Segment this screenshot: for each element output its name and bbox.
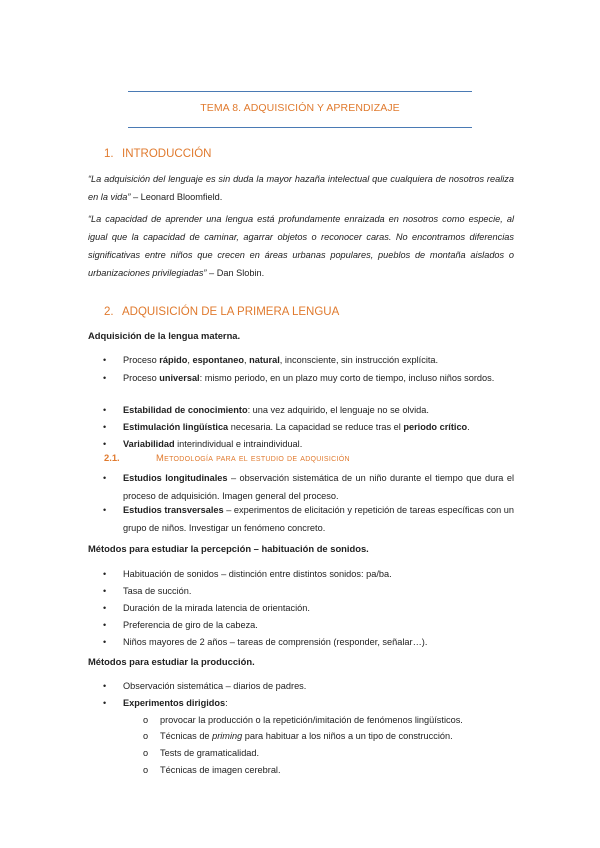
bullet: • [103, 637, 107, 647]
list-item [103, 600, 514, 618]
list-item [103, 370, 514, 388]
text: , [187, 355, 193, 365]
section-2-1-number: 2.1. [104, 452, 120, 463]
text-bold: periodo crítico [403, 422, 468, 432]
text: Duración de la mirada latencia de orientación. [123, 603, 310, 613]
list-item [103, 617, 514, 635]
quote-bloomfield-author: – Leonard Bloomfield. [130, 192, 223, 202]
title-rule-bottom [128, 127, 472, 128]
text: – observación sistemática de un niño durante el tiempo que dura el proceso de adquisición. Imagen general del proceso. [123, 473, 514, 501]
circle-bullet: o [143, 748, 149, 758]
list-item [103, 419, 514, 437]
text-bold: Estimulación lingüística [123, 422, 229, 432]
bullet: • [103, 681, 107, 691]
list-item [103, 678, 514, 696]
section-2-number: 2. [104, 306, 114, 318]
sub-list-item [143, 745, 259, 763]
text: Técnicas de imagen cerebral. [160, 765, 281, 775]
text: provocar la producción o la repetición/imitación de fenómenos lingüísticos. [160, 715, 463, 725]
quote-slobin [88, 210, 514, 282]
list-item [103, 352, 514, 370]
text: Preferencia de giro de la cabeza. [123, 620, 258, 630]
text: Proceso [123, 373, 160, 383]
text: Niños mayores de 2 años – tareas de comprensión (responder, señalar…). [123, 637, 428, 647]
text-bold: Variabilidad [123, 439, 175, 449]
page-title: TEMA 8. ADQUISICIÓN Y APRENDIZAJE [200, 102, 400, 114]
list-item [103, 634, 514, 652]
text-bold: Experimentos dirigidos [123, 698, 226, 708]
text: Técnicas de [160, 731, 213, 741]
subheading-lengua-materna: Adquisición de la lengua materna. [88, 330, 241, 341]
text: Tests de gramaticalidad. [160, 748, 260, 758]
text: : una vez adquirido, el lenguaje no se olvida. [247, 405, 429, 415]
text-bold: natural [249, 355, 280, 365]
quote-slobin-text: “La capacidad de aprender una lengua está profundamente enraizada en nosotros como especie, al igual que la capacidad de caminar, agarrar objetos o reconocer caras. No encontramos diferencias significativas entre niños que crecen en áreas urbanas populares, pueblos de montaña aislados o urbanizaciones privilegiadas” [88, 214, 514, 278]
list-item [103, 470, 514, 505]
text: . [467, 422, 470, 432]
quote-slobin-author: – Dan Slobin. [206, 268, 265, 278]
bullet: • [103, 405, 107, 415]
section-1-title: INTRODUCCIÓN [122, 148, 212, 160]
text: , inconsciente, sin instrucción explícita. [279, 355, 439, 365]
title-rule-top [128, 91, 472, 92]
circle-bullet: o [143, 715, 149, 725]
subheading-produccion: Métodos para estudiar la producción. [88, 656, 255, 667]
section-2-heading [104, 306, 339, 318]
section-2-1-title: Metodología para el estudio de adquisición [156, 452, 350, 463]
bullet: • [103, 355, 107, 365]
bullet: • [103, 586, 107, 596]
text: , [244, 355, 250, 365]
bullet: • [103, 422, 107, 432]
bullet: • [103, 620, 107, 630]
text-bold: Estudios transversales [123, 505, 224, 515]
text: Observación sistemática – diarios de padres. [123, 681, 307, 691]
text: interindividual e intraindividual. [174, 439, 303, 449]
sub-list-item [143, 762, 281, 780]
bullet: • [103, 473, 107, 483]
text-italic: priming [212, 731, 243, 741]
bullet: • [103, 439, 107, 449]
list-item [103, 583, 514, 601]
text: Habituación de sonidos – distinción entre distintos sonidos: pa/ba. [123, 569, 392, 579]
bullet: • [103, 373, 107, 383]
text: necesaria. La capacidad se reduce tras el [228, 422, 404, 432]
list-item [103, 566, 514, 584]
list-item [103, 695, 514, 713]
text-bold: Estabilidad de conocimiento [123, 405, 248, 415]
text-bold: rápido [159, 355, 188, 365]
text: para habituar a los niños a un tipo de construcción. [242, 731, 453, 741]
sub-list-item [143, 712, 463, 730]
text-bold: Estudios longitudinales [123, 473, 228, 483]
section-1-number: 1. [104, 148, 114, 160]
text: Tasa de succión. [123, 586, 192, 596]
bullet: • [103, 505, 107, 515]
text: : [225, 698, 228, 708]
sub-list-item [143, 728, 453, 746]
section-2-title: ADQUISICIÓN DE LA PRIMERA LENGUA [122, 306, 340, 318]
quote-bloomfield [88, 170, 514, 206]
circle-bullet: o [143, 765, 149, 775]
section-1-heading [104, 148, 211, 160]
bullet: • [103, 603, 107, 613]
section-2-1-heading [104, 452, 350, 463]
text: : mismo periodo, en un plazo muy corto de tiempo, incluso niños sordos. [199, 373, 495, 383]
text: – experimentos de elicitación y repetición de tareas específicas con un grupo de niños. Investigar un fenómeno concreto. [123, 505, 514, 533]
list-item [103, 402, 514, 420]
list-item [103, 436, 514, 454]
list-item [103, 502, 514, 537]
text: Proceso [123, 355, 160, 365]
subheading-percepcion: Métodos para estudiar la percepción – habituación de sonidos. [88, 543, 369, 554]
quote-bloomfield-text: “La adquisición del lenguaje es sin duda la mayor hazaña intelectual que cualquiera de nosotros realiza en la vida” [88, 174, 514, 202]
text-bold: universal [159, 373, 200, 383]
bullet: • [103, 569, 107, 579]
circle-bullet: o [143, 731, 149, 741]
text-bold: espontaneo [192, 355, 245, 365]
bullet: • [103, 698, 107, 708]
